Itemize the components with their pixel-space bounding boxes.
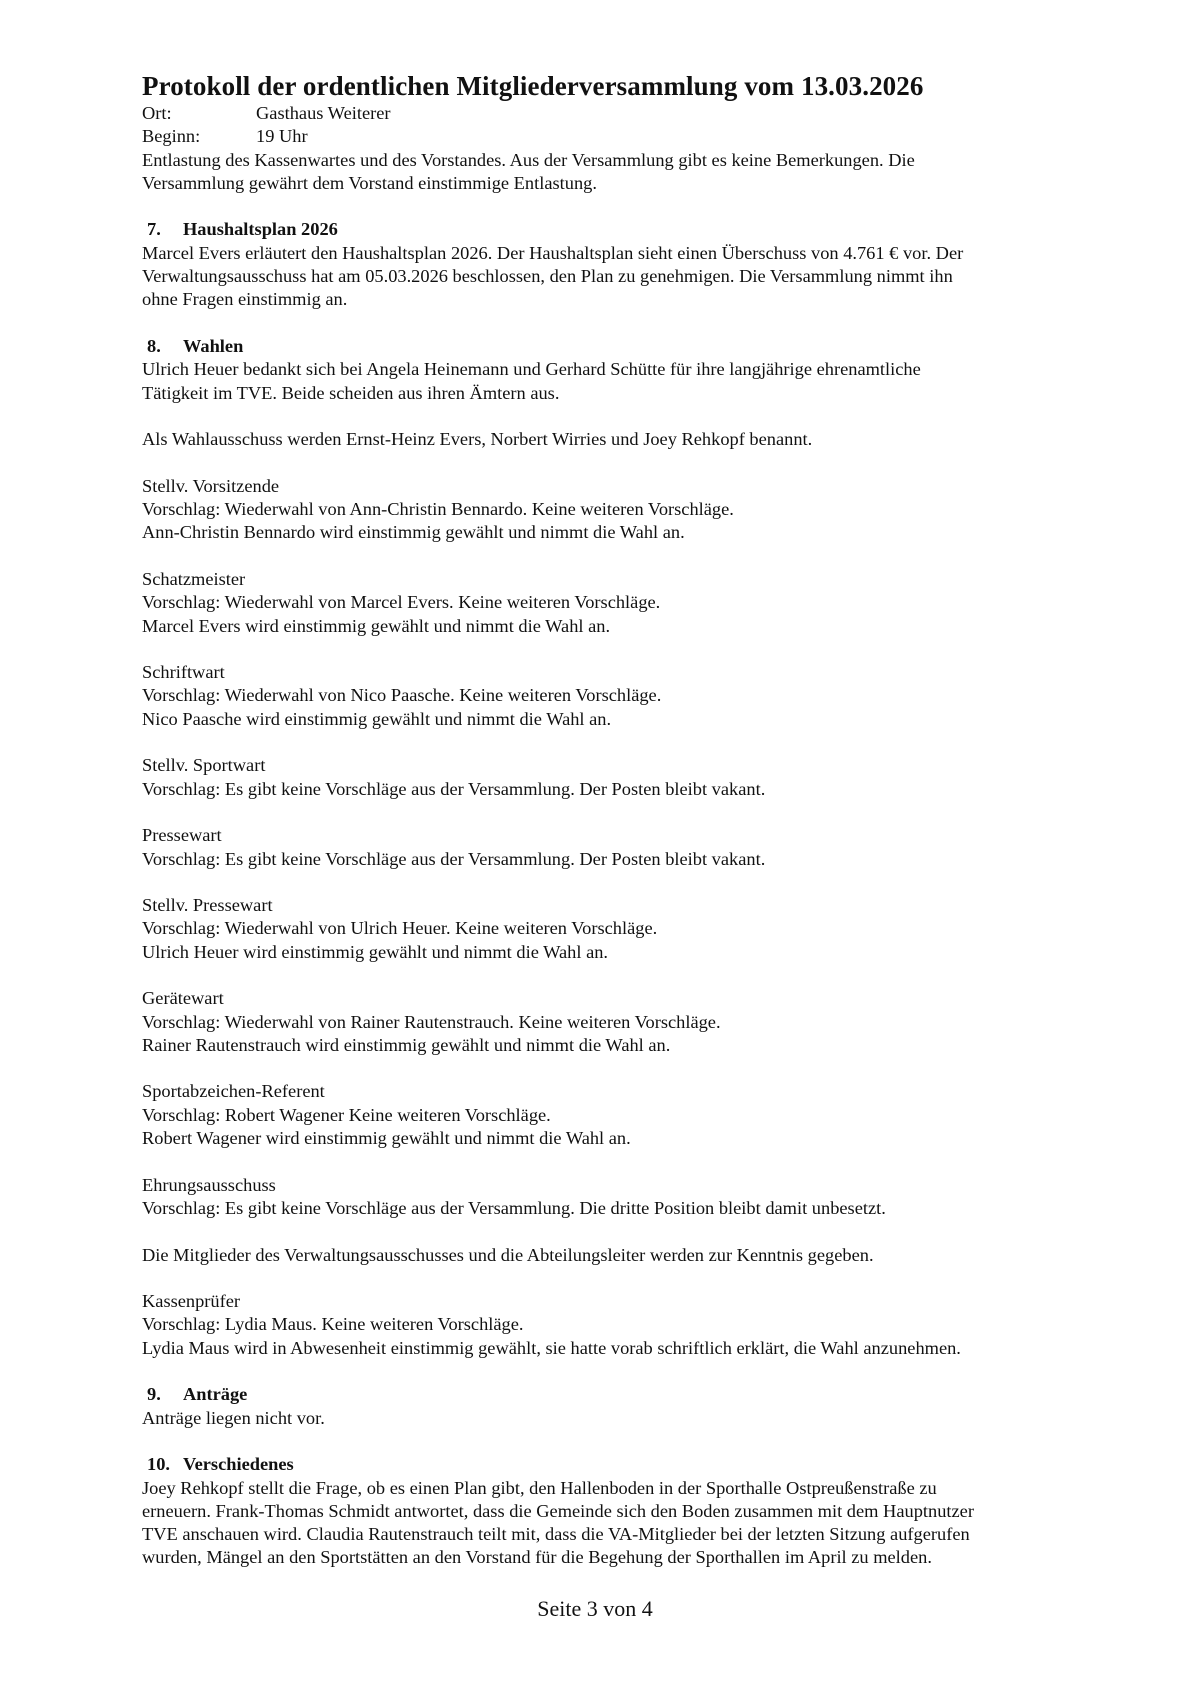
office-title: Ehrungsausschuss <box>142 1174 276 1195</box>
office-title: Stellv. Vorsitzende <box>142 475 280 496</box>
office-title: Gerätewart <box>142 988 224 1009</box>
election-block <box>142 824 1062 871</box>
section-number: 9. <box>147 1384 161 1405</box>
election-block <box>142 661 1062 731</box>
section-number: 7. <box>147 219 161 240</box>
section-10-heading <box>142 1453 1062 1476</box>
document-title: Protokoll der ordentlichen Mitgliederversammlung vom 13.03.2026 <box>142 71 924 101</box>
result-line: Nico Paasche wird einstimmig gewählt und nimmt die Wahl an. <box>142 708 612 729</box>
section-8-intro-line: Tätigkeit im TVE. Beide scheiden aus ihren Ämtern aus. <box>142 382 560 403</box>
office-title: Sportabzeichen-Referent <box>142 1081 325 1102</box>
office-title: Stellv. Pressewart <box>142 895 273 916</box>
beginn-label: Beginn: <box>142 126 201 147</box>
meta-beginn <box>142 125 1062 148</box>
proposal-line: Vorschlag: Lydia Maus. Keine weiteren Vorschläge. <box>142 1314 524 1335</box>
document-page <box>142 70 1062 1570</box>
proposal-line: Vorschlag: Wiederwahl von Ann-Christin Bennardo. Keine weiteren Vorschläge. <box>142 499 734 520</box>
proposal-line: Vorschlag: Wiederwahl von Nico Paasche. Keine weiteren Vorschläge. <box>142 685 662 706</box>
result-line: Ulrich Heuer wird einstimmig gewählt und nimmt die Wahl an. <box>142 941 609 962</box>
election-block <box>142 1174 1062 1221</box>
section-8-heading <box>142 335 1062 358</box>
result-line: Marcel Evers wird einstimmig gewählt und nimmt die Wahl an. <box>142 615 611 636</box>
proposal-line: Vorschlag: Wiederwahl von Marcel Evers. Keine weiteren Vorschläge. <box>142 592 661 613</box>
result-line: Rainer Rautenstrauch wird einstimmig gewählt und nimmt die Wahl an. <box>142 1034 671 1055</box>
section-10-line: Joey Rehkopf stellt die Frage, ob es einen Plan gibt, den Hallenboden in der Sporthalle Ostpreußenstraße zu <box>142 1477 937 1498</box>
proposal-line: Vorschlag: Robert Wagener Keine weiteren Vorschläge. <box>142 1104 551 1125</box>
section-10-line: TVE anschauen wird. Claudia Rautenstrauch teilt mit, dass die VA-Mitglieder bei der letzten Sitzung aufgerufen <box>142 1524 970 1545</box>
result-line: Lydia Maus wird in Abwesenheit einstimmig gewählt, sie hatte vorab schriftlich erklärt, die Wahl anzunehmen. <box>142 1337 961 1358</box>
meta-ort <box>142 102 1062 125</box>
election-block <box>142 987 1062 1057</box>
section-title: Wahlen <box>183 335 244 356</box>
result-line: Ann-Christin Bennardo wird einstimmig gewählt und nimmt die Wahl an. <box>142 522 685 543</box>
proposal-line: Vorschlag: Es gibt keine Vorschläge aus der Versammlung. Der Posten bleibt vakant. <box>142 848 766 869</box>
election-block <box>142 475 1062 545</box>
office-title: Schatzmeister <box>142 568 246 589</box>
beginn-value: 19 Uhr <box>256 126 308 147</box>
office-title: Kassenprüfer <box>142 1291 241 1312</box>
proposal-line: Vorschlag: Es gibt keine Vorschläge aus der Versammlung. Der Posten bleibt vakant. <box>142 778 766 799</box>
election-block <box>142 754 1062 801</box>
section-number: 8. <box>147 335 161 356</box>
proposal-line: Vorschlag: Es gibt keine Vorschläge aus der Versammlung. Die dritte Position bleibt damit unbesetzt. <box>142 1197 886 1218</box>
office-title: Stellv. Sportwart <box>142 755 266 776</box>
ort-label: Ort: <box>142 103 172 123</box>
section-7-heading <box>142 218 1062 241</box>
result-line: Robert Wagener wird einstimmig gewählt und nimmt die Wahl an. <box>142 1128 631 1149</box>
section-title: Anträge <box>183 1384 248 1405</box>
section-7-line: Marcel Evers erläutert den Haushaltsplan 2026. Der Haushaltsplan sieht einen Überschuss von 4.761 € vor. Der <box>142 242 964 263</box>
section-9-line: Anträge liegen nicht vor. <box>142 1407 325 1428</box>
election-block <box>142 1290 1062 1360</box>
intro-line: Versammlung gewährt dem Vorstand einstimmige Entlastung. <box>142 172 597 193</box>
section-7-line: Verwaltungsausschuss hat am 05.03.2026 beschlossen, den Plan zu genehmigen. Die Versammlung nimmt ihn <box>142 266 953 287</box>
kenntnis-line: Die Mitglieder des Verwaltungsausschusses und die Abteilungsleiter werden zur Kenntnis gegeben. <box>142 1244 874 1265</box>
office-title: Pressewart <box>142 825 222 846</box>
proposal-line: Vorschlag: Wiederwahl von Ulrich Heuer. Keine weiteren Vorschläge. <box>142 918 658 939</box>
proposal-line: Vorschlag: Wiederwahl von Rainer Rautenstrauch. Keine weiteren Vorschläge. <box>142 1011 721 1032</box>
intro-line: Entlastung des Kassenwartes und des Vorstandes. Aus der Versammlung gibt es keine Bemerkungen. Die <box>142 149 915 170</box>
section-8-intro-line: Ulrich Heuer bedankt sich bei Angela Heinemann und Gerhard Schütte für ihre langjährige ehrenamtliche <box>142 359 921 380</box>
section-number: 10. <box>147 1454 170 1475</box>
page-number: Seite 3 von 4 <box>537 1596 653 1621</box>
election-block <box>142 1080 1062 1150</box>
wahlausschuss-line: Als Wahlausschuss werden Ernst-Heinz Evers, Norbert Wirries und Joey Rehkopf benannt. <box>142 429 813 450</box>
election-block <box>142 568 1062 638</box>
election-block <box>142 894 1062 964</box>
section-10-line: wurden, Mängel an den Sportstätten an den Vorstand für die Begehung der Sporthallen im April zu melden. <box>142 1547 932 1568</box>
office-title: Schriftwart <box>142 662 225 683</box>
section-10-line: erneuern. Frank-Thomas Schmidt antwortet, dass die Gemeinde sich den Boden zusammen mit dem Hauptnutzer <box>142 1500 974 1521</box>
section-title: Haushaltsplan 2026 <box>183 219 338 240</box>
section-9-heading <box>142 1383 1062 1406</box>
ort-value: Gasthaus Weiterer <box>256 103 391 123</box>
section-title: Verschiedenes <box>183 1454 294 1475</box>
section-7-line: ohne Fragen einstimmig an. <box>142 289 348 310</box>
